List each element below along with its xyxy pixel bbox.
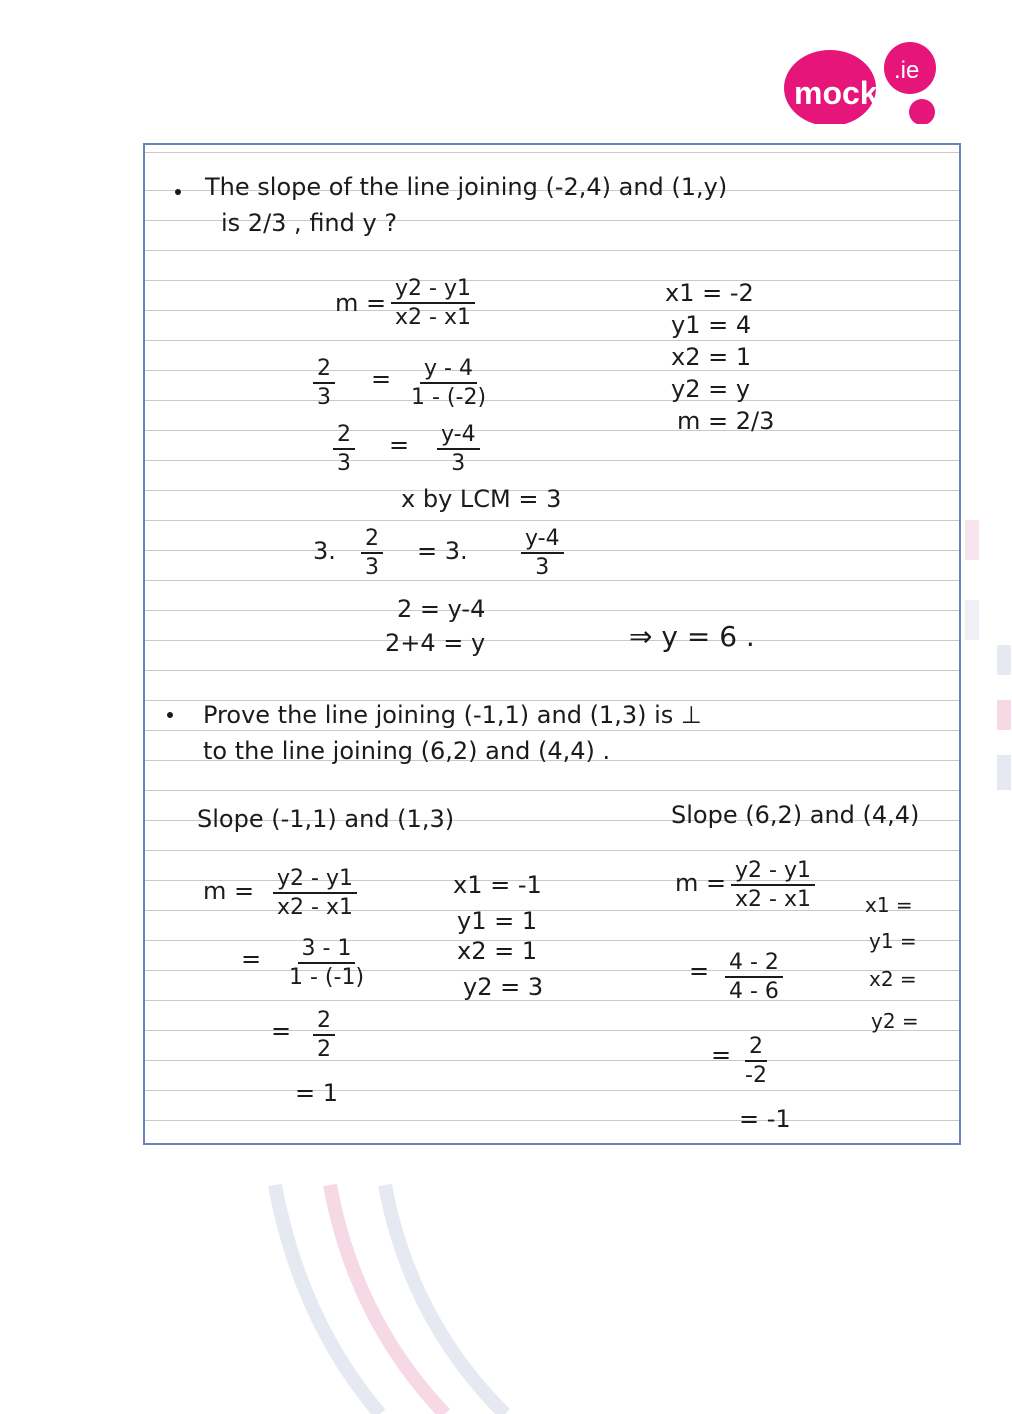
q2-right-value-y1: y1 = <box>869 929 917 953</box>
handwritten-solution-sheet <box>143 143 961 1145</box>
q1-value-y2: y2 = y <box>671 375 751 403</box>
q1-step5: 2+4 = y <box>385 629 486 657</box>
q1-step1-right: $\frac{y - 4}{1 - (-2)}$ <box>411 356 487 410</box>
q1-step2-left: $\frac{2}{3}$ <box>333 421 355 477</box>
q2-left-value-y2: y2 = 3 <box>463 973 544 1001</box>
q2-right-eq1: = <box>689 957 710 985</box>
q2-right-result: = -1 <box>739 1105 791 1133</box>
q1-step2-right: $\frac{y-4}{3}$ <box>437 421 480 477</box>
q1-step1-equals: = <box>371 365 392 393</box>
q1-answer: ⇒ y = 6 . <box>629 620 755 653</box>
bullet-q2 <box>167 712 173 718</box>
q2-right-title: Slope (6,2) and (4,4) <box>671 801 920 829</box>
q2-prompt-line2: to the line joining (6,2) and (4,4) . <box>203 737 611 765</box>
q1-slope-formula <box>391 275 475 331</box>
q2-left-slope-formula: $\frac{y2 - y1}{x2 - x1}$ <box>273 865 357 921</box>
q2-right-step1: $\frac{4 - 2}{4 - 6}$ <box>725 949 783 1005</box>
logo-suffix: .ie <box>894 57 920 84</box>
q2-right-m-label: m = <box>675 869 727 897</box>
q1-lcm-note: x by LCM = 3 <box>401 485 562 513</box>
q2-right-slope-formula: $\frac{y2 - y1}{x2 - x1}$ <box>731 857 815 913</box>
q1-prompt-line1: The slope of the line joining (-2,4) and (1,y) <box>205 173 728 201</box>
q1-step3-right: $\frac{y-4}{3}$ <box>521 525 564 581</box>
q1-step3-left: $\frac{2}{3}$ <box>361 525 383 581</box>
q1-slope-denominator: x2 - x1 <box>395 305 471 330</box>
bullet-q1 <box>175 189 181 195</box>
q2-right-value-x1: x1 = <box>865 893 913 917</box>
q1-value-m: m = 2/3 <box>677 407 775 435</box>
q2-left-m-label: m = <box>203 877 255 905</box>
q1-m-label: m = <box>335 289 387 317</box>
q1-slope-numerator: y2 - y1 <box>391 275 475 304</box>
q1-value-x1: x1 = -2 <box>665 279 754 307</box>
q2-left-eq2: = <box>271 1017 292 1045</box>
q1-prompt-line2: is 2/3 , find y ? <box>221 209 398 237</box>
q2-left-title: Slope (-1,1) and (1,3) <box>197 805 455 833</box>
q1-step1-left: $\frac{2}{3}$ <box>313 355 335 411</box>
q1-step3-mid: = 3. <box>417 537 468 565</box>
q2-right-step2: $\frac{2}{-2}$ <box>745 1034 767 1088</box>
q1-step4: 2 = y-4 <box>397 595 486 623</box>
q1-value-y1: y1 = 4 <box>671 311 752 339</box>
logo-graphic <box>782 38 938 124</box>
q2-left-value-y1: y1 = 1 <box>457 907 538 935</box>
q2-right-value-y2: y2 = <box>871 1009 919 1033</box>
q1-step3-prefix: 3. <box>313 537 336 565</box>
q2-prompt-line1: Prove the line joining (-1,1) and (1,3) is ⊥ <box>203 701 702 729</box>
q2-right-value-x2: x2 = <box>869 967 917 991</box>
q1-step2-equals: = <box>389 431 410 459</box>
q2-left-step2: $\frac{2}{2}$ <box>313 1007 335 1063</box>
q1-value-x2: x2 = 1 <box>671 343 752 371</box>
logo-word: mocks <box>794 75 896 111</box>
q2-left-result: = 1 <box>295 1079 339 1107</box>
q2-left-eq1: = <box>241 945 262 973</box>
q2-left-value-x1: x1 = -1 <box>453 871 542 899</box>
q2-left-step1: $\frac{3 - 1}{1 - (-1)}$ <box>289 936 365 990</box>
q2-right-eq2: = <box>711 1041 732 1069</box>
q2-left-value-x2: x2 = 1 <box>457 937 538 965</box>
mocks-ie-logo <box>782 38 938 124</box>
